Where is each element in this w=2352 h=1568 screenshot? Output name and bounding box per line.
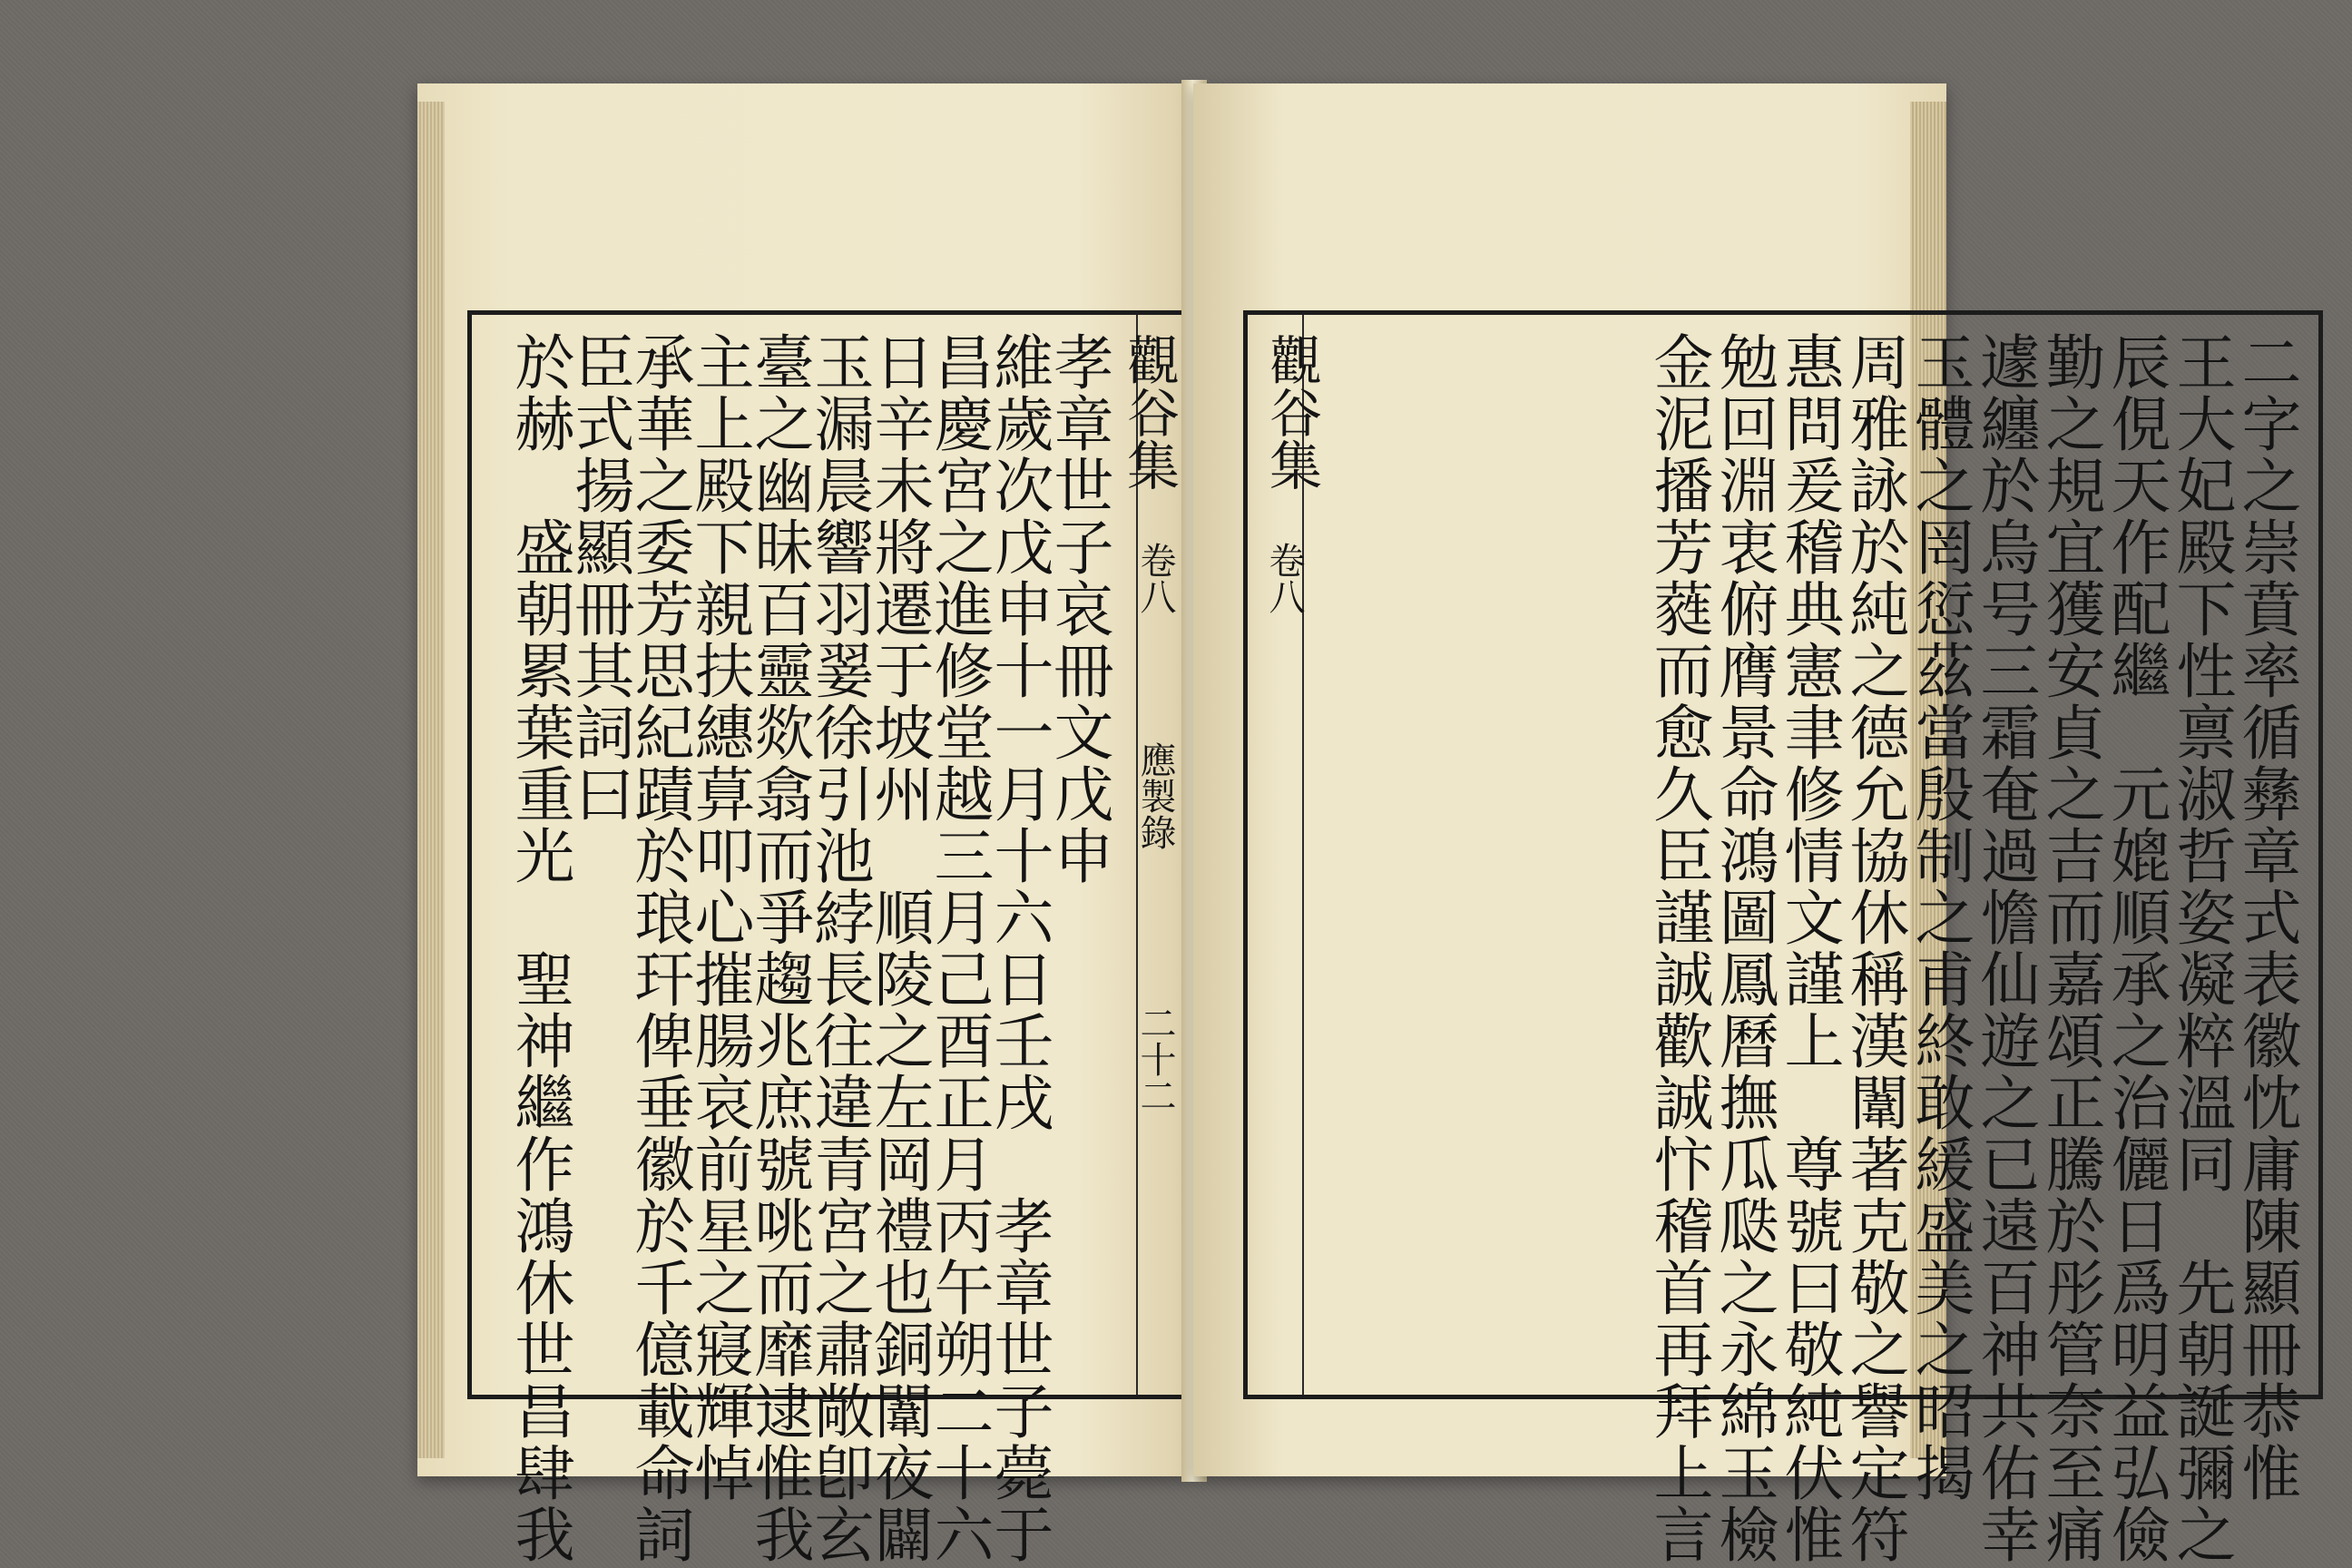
left-column-6: 臺之幽昧百靈欻翕而爭趨兆庶號咷而靡逮惟我 <box>744 331 814 1565</box>
left-column-10: 於赫 盛朝累葉重光 聖神繼作鴻休世昌肆我 <box>505 331 574 1565</box>
left-column-1: 孝章世子哀冊文戊申 <box>1044 331 1113 887</box>
right-column-5: 遽纏於烏号三霜奄過憺仙遊之已遠百神共佑幸 <box>1970 331 2040 1565</box>
open-book <box>399 83 2301 1565</box>
right-folio-volume: 卷八 <box>1263 542 1305 614</box>
right-column-10: 金泥播芳蕤而愈久臣謹誠歡誠忭稽首再拜上言 <box>1643 331 1713 1565</box>
right-column-1: 二字之崇賁率循彝章式表徽忱庸陳顯冊恭惟 <box>2231 331 2301 1504</box>
left-page <box>417 83 1193 1565</box>
right-folio-title: 觀谷集 <box>1260 333 1322 491</box>
left-text-frame <box>467 310 1198 1565</box>
left-column-7: 主上殿下親扶繐萛叩心摧腸哀前星之寢輝悼 <box>684 331 754 1504</box>
folio-title: 觀谷集 <box>1118 333 1180 491</box>
left-column-5: 玉漏晨響羽翣徐引池綍長往違青宮之肅敞卽玄 <box>804 331 874 1565</box>
right-column-2: 王大妃殿下性禀淑哲姿凝粹溫同 先朝誕彌之 <box>2166 331 2236 1565</box>
left-column-2: 維歲次戊申十一月十六日壬戌 孝章世子薨于 <box>984 331 1054 1565</box>
right-column-9: 勉回淵衷俯膺景命鴻圖鳳曆撫瓜瓞之永綿玉檢 <box>1709 331 1779 1565</box>
left-column-9: 臣式揚顯冊其詞曰 <box>564 331 634 825</box>
left-column-3: 昌慶宮之進修堂越三月己酉正月丙午朔二十六 <box>924 331 994 1565</box>
folio-volume: 卷八 <box>1134 542 1176 614</box>
right-column-7: 周雅詠於純之德允協休稱漢闈著克敬之譽定符 <box>1839 331 1909 1565</box>
right-column-6: 玉體之罔愆茲當殷制之甫終敢緩盛美之昭揭 <box>1905 331 1975 1504</box>
folio-page-number: 二十二 <box>1134 1004 1176 1113</box>
right-column-8: 惠問爰稽典憲聿修情文謹上 尊號曰敬純伏惟 <box>1774 331 1844 1565</box>
left-page-edge <box>417 102 445 1458</box>
right-column-3: 辰俔天作配繼 元媲順承之治儷日爲明益弘儉 <box>2101 331 2171 1565</box>
left-column-8: 承華之委芳思紀蹟於琅玕俾垂徽於千億載命詞 <box>624 331 694 1565</box>
right-column-4: 勤之規宜獲安貞之吉而嘉頌正騰於彤管奈至痛 <box>2035 331 2105 1565</box>
folio-section: 應製錄 <box>1134 741 1176 850</box>
right-text-frame <box>1243 310 2323 1565</box>
left-column-4: 日辛未將遷于坡州 順陵之左岡禮也銅闈夜闢 <box>864 331 934 1565</box>
